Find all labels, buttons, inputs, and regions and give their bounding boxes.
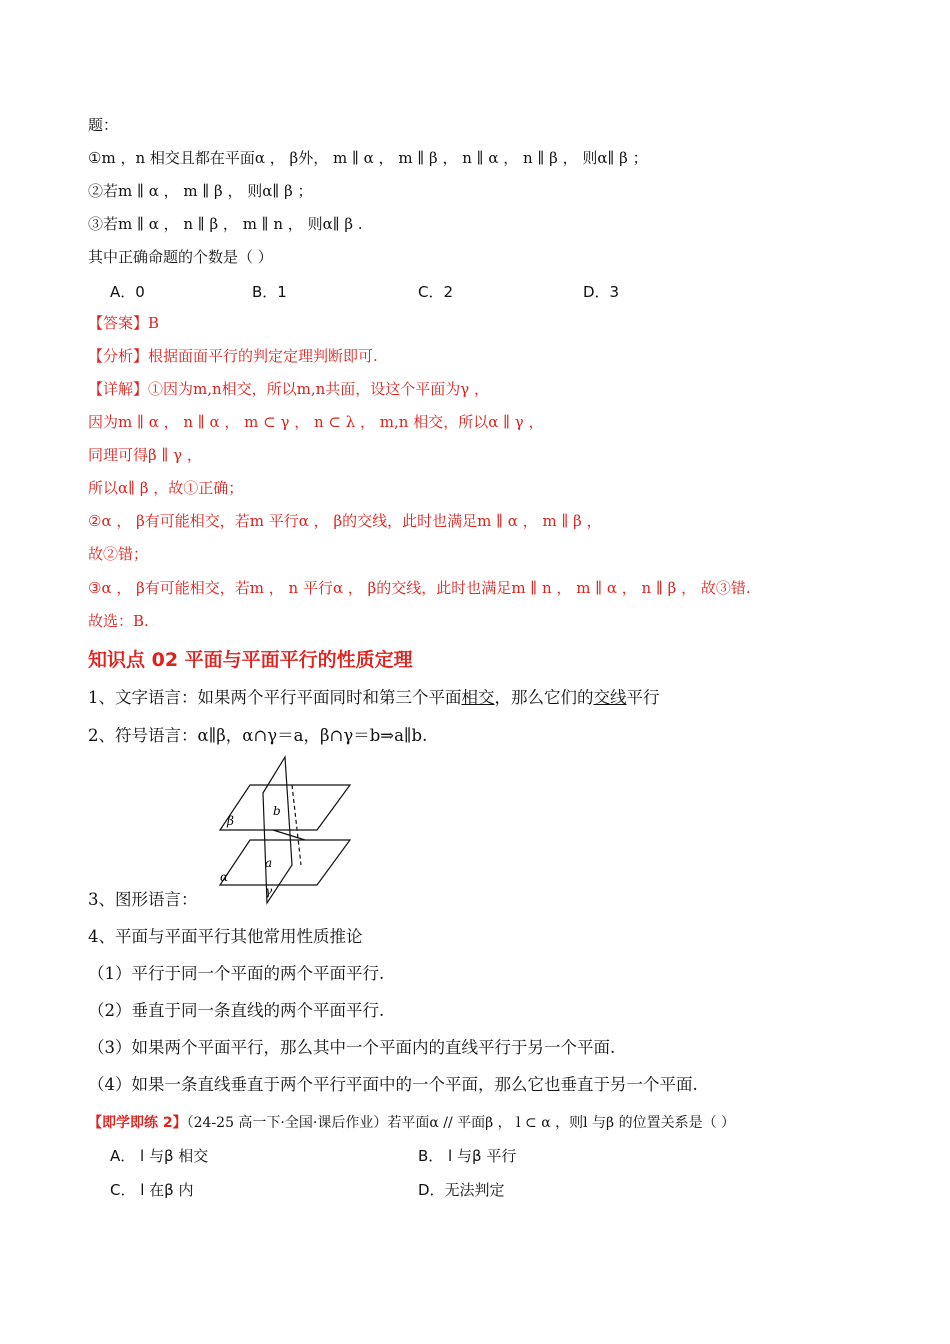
text-language [88,688,660,708]
underline-intersect: 相交 [461,688,495,707]
practice-tag: 【即学即练 2】 [88,1115,187,1131]
text-language-part-3: 平行 [626,688,660,707]
practice-option-c: C． l 在β 内 [110,1181,194,1199]
planes-figure [205,755,365,905]
practice-option-d: D．无法判定 [418,1181,505,1199]
proposition-1: ①m ，n 相交且都在平面α ， β外， m ∥ α ， m ∥ β ， n ∥ α ， n ∥ β ， 则α∥ β ； [88,149,648,167]
text-language-part-1: 1、文字语言：如果两个平行平面同时和第三个平面 [88,688,462,707]
option-c: C．2 [418,283,454,301]
practice-question [88,1112,735,1133]
practice-stem: （24-25 高一下·全国·课后作业）若平面α // 平面β ， l ⊂ α ，则l 与β 的位置关系是（ ） [186,1115,736,1131]
detail-line-6: 故②错； [88,545,149,563]
corollary-2: （2）垂直于同一条直线的两个平面平行. [88,1001,385,1020]
corollary-1: （1）平行于同一个平面的两个平面平行. [88,964,385,983]
text-language-part-2: ，那么它们的 [494,688,594,707]
detail-line-8: 故选：B. [88,612,149,630]
figure-label-b: b [273,804,281,818]
detail-line-1: 【详解】①因为m,n相交，所以m,n共面，设这个平面为γ ， [88,380,490,398]
underline-intersection-line: 交线 [593,688,627,707]
question-stem: 其中正确命题的个数是（ ） [88,248,273,266]
question-line-0: 题： [88,116,119,134]
proposition-3: ③若m ∥ α ， n ∥ β ， m ∥ n ， 则α∥ β . [88,215,363,233]
answer: 【答案】B [88,314,160,332]
symbol-language: 2、符号语言：α∥β，α∩γ＝a，β∩γ＝b⇒a∥b. [88,726,428,745]
option-b: B．1 [252,283,287,301]
analysis: 【分析】根据面面平行的判定定理判断即可. [88,347,378,365]
option-a: A．0 [110,283,145,301]
graphic-language: 3、图形语言： [88,890,198,909]
practice-option-a: A． l 与β 相交 [110,1147,209,1165]
proposition-2: ②若m ∥ α ， m ∥ β ， 则α∥ β ； [88,182,313,200]
detail-line-2: 因为m ∥ α ， n ∥ α ， m ⊂ γ ， n ⊂ λ ， m,n 相交，所以α ∥ γ ， [88,413,544,431]
detail-line-4: 所以α∥ β ，故①正确； [88,479,244,497]
detail-line-5: ②α ， β有可能相交，若m 平行α ， β的交线，此时也满足m ∥ α ， m ∥ β ， [88,512,602,530]
detail-line-7: ③α ， β有可能相交，若m ， n 平行α ， β的交线，此时也满足m ∥ n ， m ∥ α ， n ∥ β ， 故③错. [88,579,751,597]
detail-line-3: 同理可得β ∥ γ ， [88,446,202,464]
figure-label-beta: β [227,814,234,828]
option-d: D．3 [583,283,620,301]
corollary-4: （4）如果一条直线垂直于两个平行平面中的一个平面，那么它也垂直于另一个平面. [88,1075,698,1094]
figure-label-alpha: α [220,870,229,884]
figure-label-a: a [265,856,273,870]
corollary-heading: 4、平面与平面平行其他常用性质推论 [88,927,363,946]
section-title: 知识点 02 平面与平面平行的性质定理 [88,649,413,671]
corollary-3: （3）如果两个平面平行，那么其中一个平面内的直线平行于另一个平面. [88,1038,616,1057]
figure-label-gamma: γ [265,884,273,898]
practice-option-b: B． l 与β 平行 [418,1147,517,1165]
